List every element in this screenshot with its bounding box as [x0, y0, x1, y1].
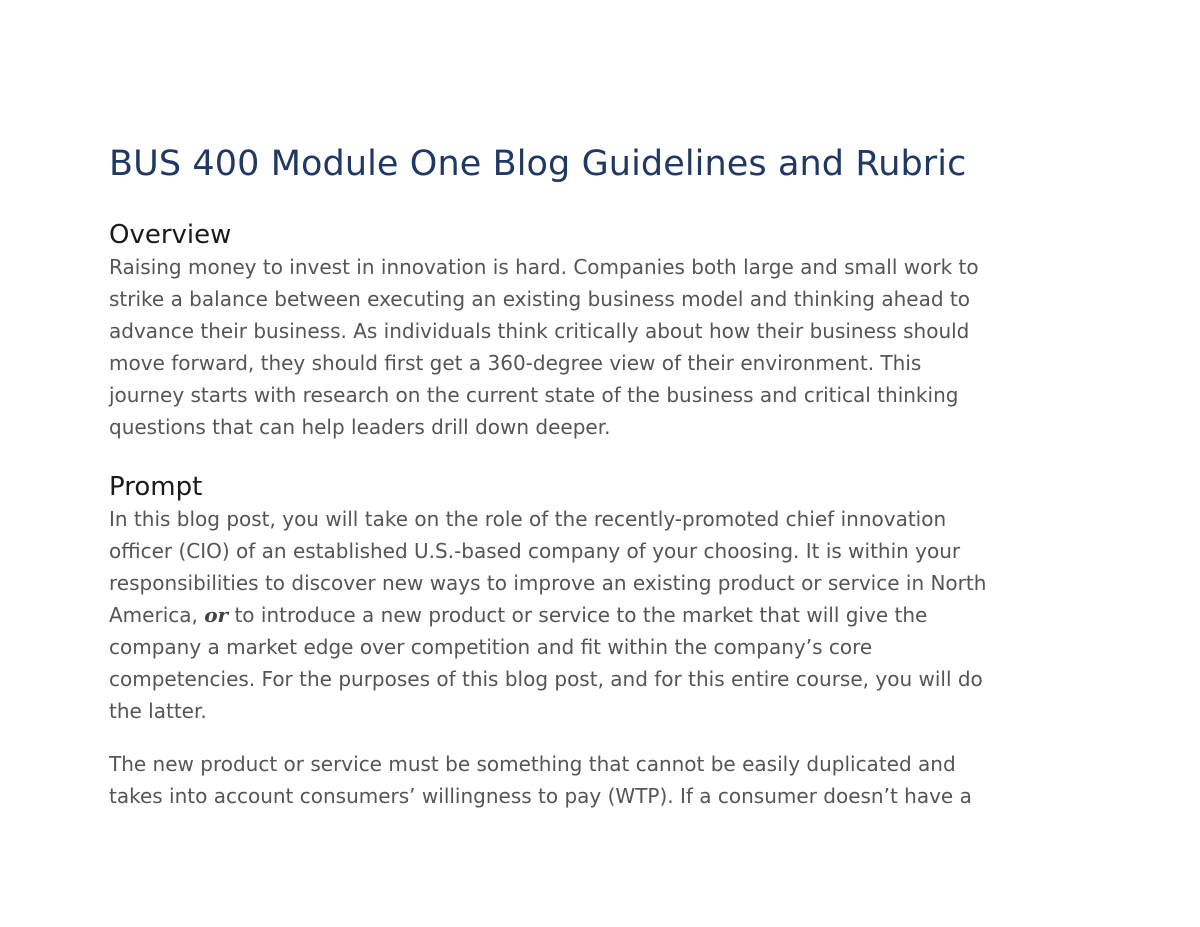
- text-segment: to introduce a new product or service to the market that will give the: [228, 603, 928, 627]
- text-line: officer (CIO) of an established U.S.-based company of your choosing. It is within your: [109, 539, 961, 563]
- overview-heading: Overview: [109, 220, 232, 250]
- text-line: company a market edge over competition and fit within the company’s core: [109, 635, 873, 659]
- text-segment: America,: [109, 603, 205, 627]
- text-line: [109, 599, 1099, 631]
- text-line: competencies. For the purposes of this blog post, and for this entire course, you will do: [109, 667, 983, 691]
- text-line: The new product or service must be something that cannot be easily duplicated and: [109, 752, 956, 776]
- text-line: the latter.: [109, 699, 207, 723]
- prompt-heading: Prompt: [109, 472, 203, 502]
- text-line: strike a balance between executing an existing business model and thinking ahead to: [109, 287, 970, 311]
- text-line: move forward, they should first get a 360-degree view of their environment. This: [109, 351, 922, 375]
- prompt-paragraph-1: [109, 503, 1099, 727]
- text-line: takes into account consumers’ willingness to pay (WTP). If a consumer doesn’t have a: [109, 784, 972, 808]
- text-line: Raising money to invest in innovation is hard. Companies both large and small work to: [109, 255, 979, 279]
- text-line: journey starts with research on the current state of the business and critical thinking: [109, 383, 959, 407]
- prompt-paragraph-2: [109, 748, 1099, 812]
- text-line: questions that can help leaders drill down deeper.: [109, 415, 611, 439]
- text-line: In this blog post, you will take on the role of the recently-promoted chief innovation: [109, 507, 947, 531]
- text-line: advance their business. As individuals think critically about how their business should: [109, 319, 970, 343]
- emphasis-or: or: [204, 603, 229, 627]
- text-line: responsibilities to discover new ways to improve an existing product or service in North: [109, 571, 987, 595]
- document-page: [109, 143, 1099, 812]
- overview-paragraph: [109, 251, 1099, 443]
- document-title: BUS 400 Module One Blog Guidelines and Rubric: [109, 144, 967, 184]
